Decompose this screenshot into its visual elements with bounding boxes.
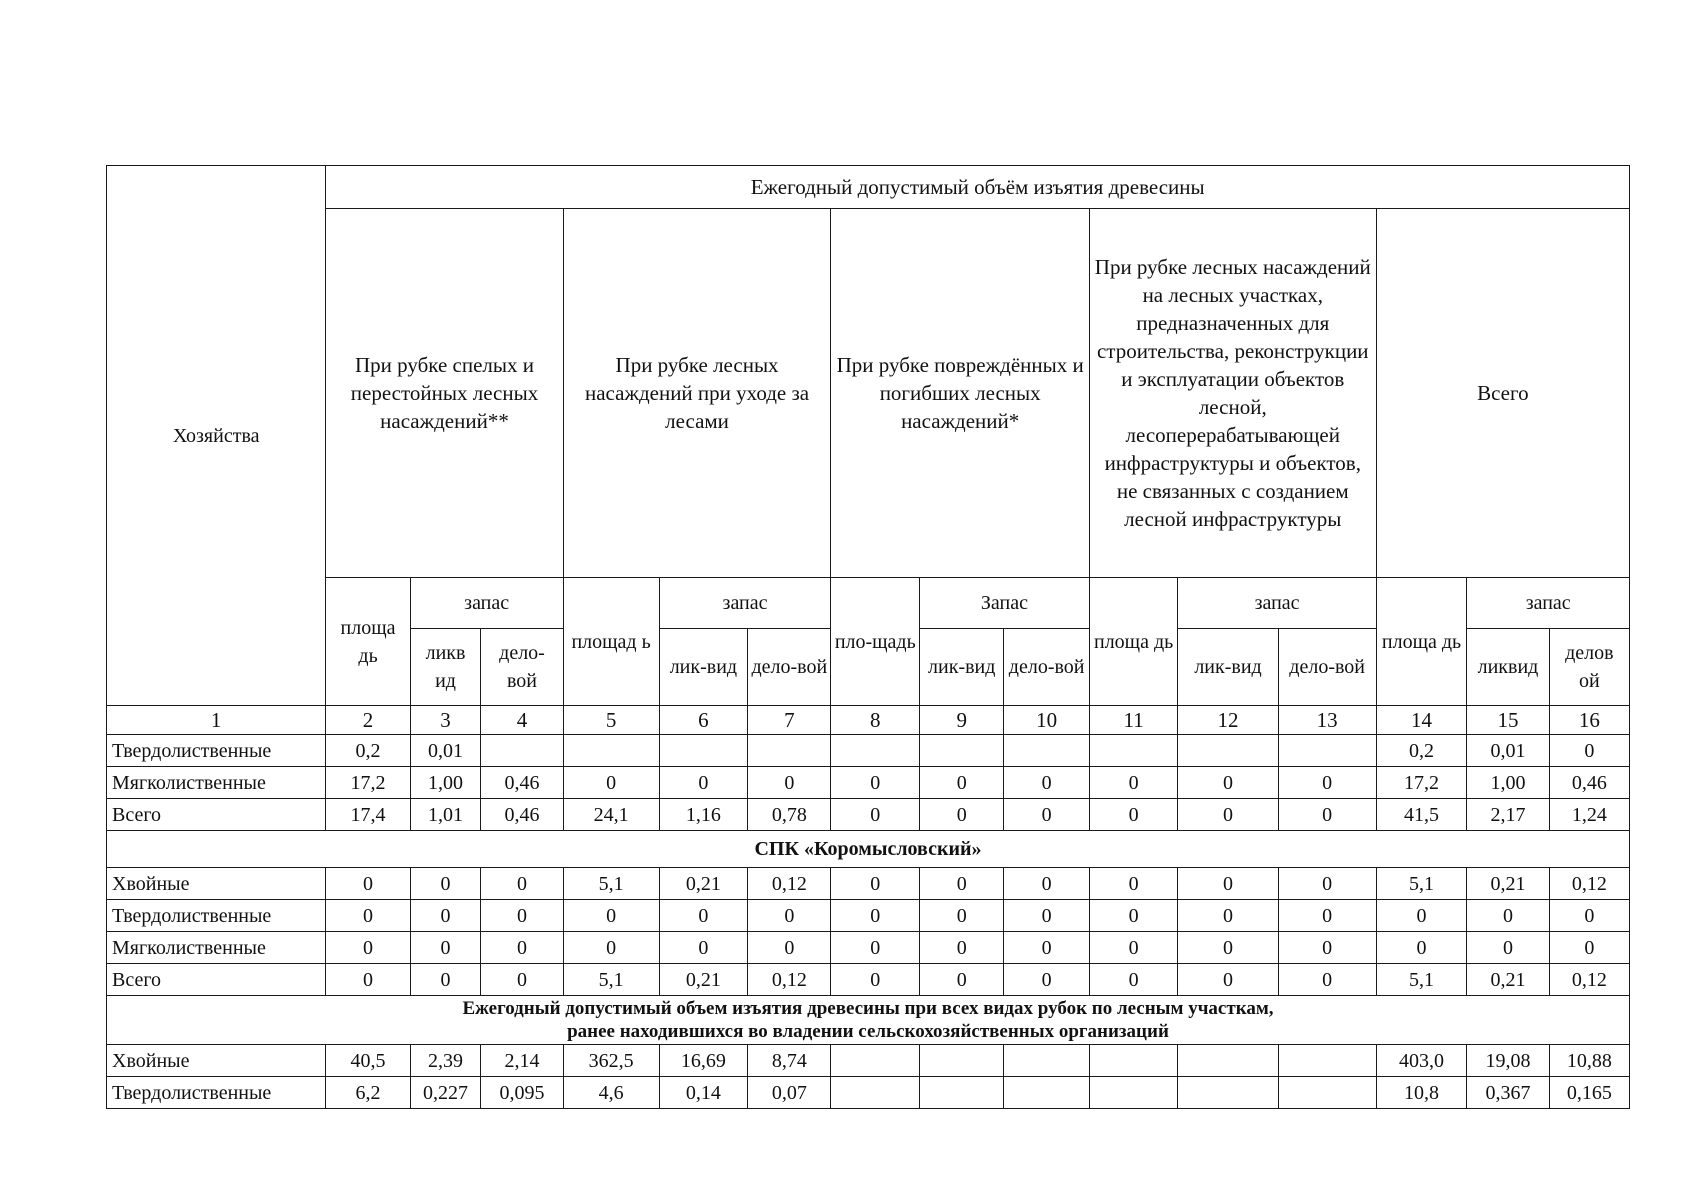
table-cell: 0,01 [1467,735,1549,767]
table-cell [1089,735,1178,767]
table-cell: 0,227 [410,1077,481,1109]
table-row [107,964,1630,996]
table-cell: 0 [326,868,410,900]
table-cell: 2,39 [410,1045,481,1077]
table-cell: 0 [1089,799,1178,831]
column-number: 13 [1278,706,1376,735]
table-cell: 0,46 [481,767,563,799]
table-cell: 0,2 [1376,735,1467,767]
subheader-liquid: лик-вид [1178,629,1278,706]
table-cell: 0,12 [1549,868,1629,900]
table-cell: 0 [1376,900,1467,932]
column-number: 5 [563,706,659,735]
table-cell: 0 [410,868,481,900]
table-row [107,868,1630,900]
table-cell: 17,2 [1376,767,1467,799]
subheader-area: пло-щадь [831,578,920,706]
table-cell: 0 [481,868,563,900]
table-cell [563,735,659,767]
table-cell [831,1045,920,1077]
table-cell: 0 [1549,932,1629,964]
table-cell: 0 [920,868,1004,900]
table-cell: 1,00 [410,767,481,799]
header-hozyaistva: Хозяйства [107,166,326,706]
table-cell: 0 [1549,900,1629,932]
table-cell: 0 [1178,767,1278,799]
group-header-mature: При рубке спелых и перестойных лесных насаждений** [326,209,563,578]
table-cell: 10,88 [1549,1045,1629,1077]
table-cell: 0,12 [748,964,831,996]
table-cell: 0 [1467,932,1549,964]
table-cell [1089,1077,1178,1109]
table-cell: 0 [659,767,748,799]
table-row [107,767,1630,799]
table-cell: 5,1 [563,964,659,996]
table-cell: 0 [1467,900,1549,932]
table-cell: 403,0 [1376,1045,1467,1077]
table-cell: 0,78 [748,799,831,831]
table-cell [659,735,748,767]
table-cell: 0 [1089,964,1178,996]
table-cell: 0 [481,964,563,996]
subheader-area: площа дь [1376,578,1467,706]
table-cell: 10,8 [1376,1077,1467,1109]
table-cell: 0 [1549,735,1629,767]
table-cell: 40,5 [326,1045,410,1077]
table-cell: 0 [410,932,481,964]
subheader-liquid: ликв ид [410,629,481,706]
subheader-liquid: лик-вид [920,629,1004,706]
column-number-row [107,706,1630,735]
row-label: Мягколиственные [107,932,326,964]
table-cell: 0 [748,767,831,799]
table-cell: 8,74 [748,1045,831,1077]
subheader-liquid: лик-вид [659,629,748,706]
table-cell: 41,5 [1376,799,1467,831]
row-label: Всего [107,799,326,831]
table-row [107,932,1630,964]
section-heading-summary-line: ранее находившихся во владении сельскохозяйственных организаций [567,1021,1169,1042]
table-cell: 0 [1004,900,1089,932]
wood-harvest-table [106,165,1630,1109]
subheader-stock: запас [410,578,563,629]
table-cell: 0 [1004,868,1089,900]
table-cell: 0,095 [481,1077,563,1109]
table-row [107,1045,1630,1077]
table-cell: 0 [1178,799,1278,831]
table-cell: 0 [563,900,659,932]
table-cell: 0 [659,900,748,932]
table-cell: 0 [1278,932,1376,964]
column-number: 9 [920,706,1004,735]
table-cell: 362,5 [563,1045,659,1077]
table-cell: 0 [920,767,1004,799]
table-cell [920,735,1004,767]
table-cell [481,735,563,767]
table-cell: 0,12 [748,868,831,900]
table-cell: 0 [326,900,410,932]
table-cell [920,1045,1004,1077]
table-cell: 0,12 [1549,964,1629,996]
table-cell: 0,07 [748,1077,831,1109]
table-cell [1178,1045,1278,1077]
group-header-construction: При рубке лесных насаждений на лесных участках, предназначенных для строительства, реконструкции и эксплуатации объектов лесной, лесоперерабатывающей инфраструктуры и объектов, не связанных с созданием лесной инфраструктуры [1089,209,1376,578]
table-cell: 0 [920,932,1004,964]
table-cell [831,1077,920,1109]
column-number: 12 [1178,706,1278,735]
table-cell: 0 [831,964,920,996]
table-cell: 0 [831,767,920,799]
table-cell: 0 [920,799,1004,831]
table-cell: 0 [831,799,920,831]
table-cell: 0 [410,900,481,932]
subheader-commercial: делов ой [1549,629,1629,706]
table-cell [920,1077,1004,1109]
table-cell: 17,4 [326,799,410,831]
subheader-area: площа дь [1089,578,1178,706]
section-heading-summary [107,996,1630,1045]
table-row [107,900,1630,932]
subheader-area: площад ь [563,578,659,706]
table-cell: 0 [1278,799,1376,831]
subheader-liquid: ликвид [1467,629,1549,706]
table-cell: 0 [1278,900,1376,932]
table-cell: 0 [481,900,563,932]
table-cell: 5,1 [563,868,659,900]
column-number: 1 [107,706,326,735]
column-number: 8 [831,706,920,735]
group-header-care: При рубке лесных насаждений при уходе за лесами [563,209,831,578]
subheader-stock: запас [1467,578,1630,629]
table-cell: 1,24 [1549,799,1629,831]
column-number: 10 [1004,706,1089,735]
table-cell [1178,1077,1278,1109]
table-row [107,1077,1630,1109]
row-label: Твердолиственные [107,1077,326,1109]
table-cell: 0 [1089,932,1178,964]
table-cell: 0,21 [659,964,748,996]
subheader-commercial: дело-вой [1004,629,1089,706]
table-cell: 0 [1004,964,1089,996]
table-cell: 1,01 [410,799,481,831]
group-header-damaged: При рубке повреждённых и погибших лесных насаждений* [831,209,1089,578]
table-cell: 0 [831,900,920,932]
table-cell: 0 [1004,767,1089,799]
table-cell: 0 [659,932,748,964]
column-number: 4 [481,706,563,735]
column-number: 6 [659,706,748,735]
column-number: 15 [1467,706,1549,735]
section-heading-summary-line: Ежегодный допустимый объем изъятия древесины при всех видах рубок по лесным участкам, [462,998,1274,1019]
table-cell: 0,21 [1467,964,1549,996]
table-cell: 0,2 [326,735,410,767]
table-cell: 6,2 [326,1077,410,1109]
section-heading-spk-line: СПК «Коромысловский» [754,838,982,860]
subheader-area: площа дь [326,578,410,706]
subheader-commercial: дело-вой [481,629,563,706]
table-cell: 1,16 [659,799,748,831]
subheader-stock: запас [1178,578,1376,629]
table-cell: 0 [748,932,831,964]
column-number: 7 [748,706,831,735]
table-row [107,799,1630,831]
table-cell [1004,1077,1089,1109]
table-cell: 0 [1004,799,1089,831]
table-cell: 2,17 [1467,799,1549,831]
column-number: 14 [1376,706,1467,735]
table-cell [1278,1045,1376,1077]
table-cell [1278,735,1376,767]
table-cell: 0 [1089,868,1178,900]
column-number: 3 [410,706,481,735]
table-cell: 0 [410,964,481,996]
table-cell [1004,735,1089,767]
table-title: Ежегодный допустимый объём изъятия древесины [326,166,1630,209]
group-header-total: Всего [1376,209,1629,578]
table-cell: 0,14 [659,1077,748,1109]
table-cell: 0 [326,932,410,964]
table-cell: 0 [481,932,563,964]
table-cell: 0 [1278,964,1376,996]
table-cell: 0 [563,767,659,799]
table-cell: 5,1 [1376,964,1467,996]
table-cell [1004,1045,1089,1077]
subheader-stock: запас [659,578,831,629]
table-cell [1278,1077,1376,1109]
table-cell: 0,01 [410,735,481,767]
table-cell: 0 [1278,868,1376,900]
table-cell: 4,6 [563,1077,659,1109]
table-cell: 16,69 [659,1045,748,1077]
table-cell: 0,46 [1549,767,1629,799]
row-label: Твердолиственные [107,735,326,767]
table-cell: 1,00 [1467,767,1549,799]
subheader-commercial: дело-вой [1278,629,1376,706]
row-label: Мягколиственные [107,767,326,799]
column-number: 11 [1089,706,1178,735]
section-heading-spk-row [107,831,1630,868]
table-cell: 0 [920,964,1004,996]
table-cell: 0,21 [659,868,748,900]
table-cell: 0 [920,900,1004,932]
row-label: Твердолиственные [107,900,326,932]
table-cell: 2,14 [481,1045,563,1077]
table-cell [1089,1045,1178,1077]
row-label: Хвойные [107,1045,326,1077]
table-cell: 0 [1089,900,1178,932]
table-cell: 0,46 [481,799,563,831]
table-cell [748,735,831,767]
table-cell: 0,165 [1549,1077,1629,1109]
table-cell: 0 [1178,964,1278,996]
table-cell: 0 [831,868,920,900]
subheader-stock: Запас [920,578,1090,629]
table-cell: 17,2 [326,767,410,799]
table-cell: 0,21 [1467,868,1549,900]
table-cell: 24,1 [563,799,659,831]
table-cell: 0 [326,964,410,996]
row-label: Хвойные [107,868,326,900]
table-cell [1178,735,1278,767]
section-heading-spk [107,831,1630,868]
column-number: 16 [1549,706,1629,735]
table-cell: 0 [1278,767,1376,799]
table-cell: 19,08 [1467,1045,1549,1077]
row-label: Всего [107,964,326,996]
table-cell: 0,367 [1467,1077,1549,1109]
table-cell: 0 [1178,932,1278,964]
table-cell [831,735,920,767]
table-cell: 0 [1178,900,1278,932]
table-cell: 0 [831,932,920,964]
table-cell: 0 [1178,868,1278,900]
table-cell: 0 [1004,932,1089,964]
table-cell: 0 [1089,767,1178,799]
table-cell: 0 [1376,932,1467,964]
table-cell: 0 [748,900,831,932]
column-number: 2 [326,706,410,735]
table-row [107,735,1630,767]
subheader-commercial: дело-вой [748,629,831,706]
table-cell: 5,1 [1376,868,1467,900]
section-heading-summary-row [107,996,1630,1045]
table-cell: 0 [563,932,659,964]
